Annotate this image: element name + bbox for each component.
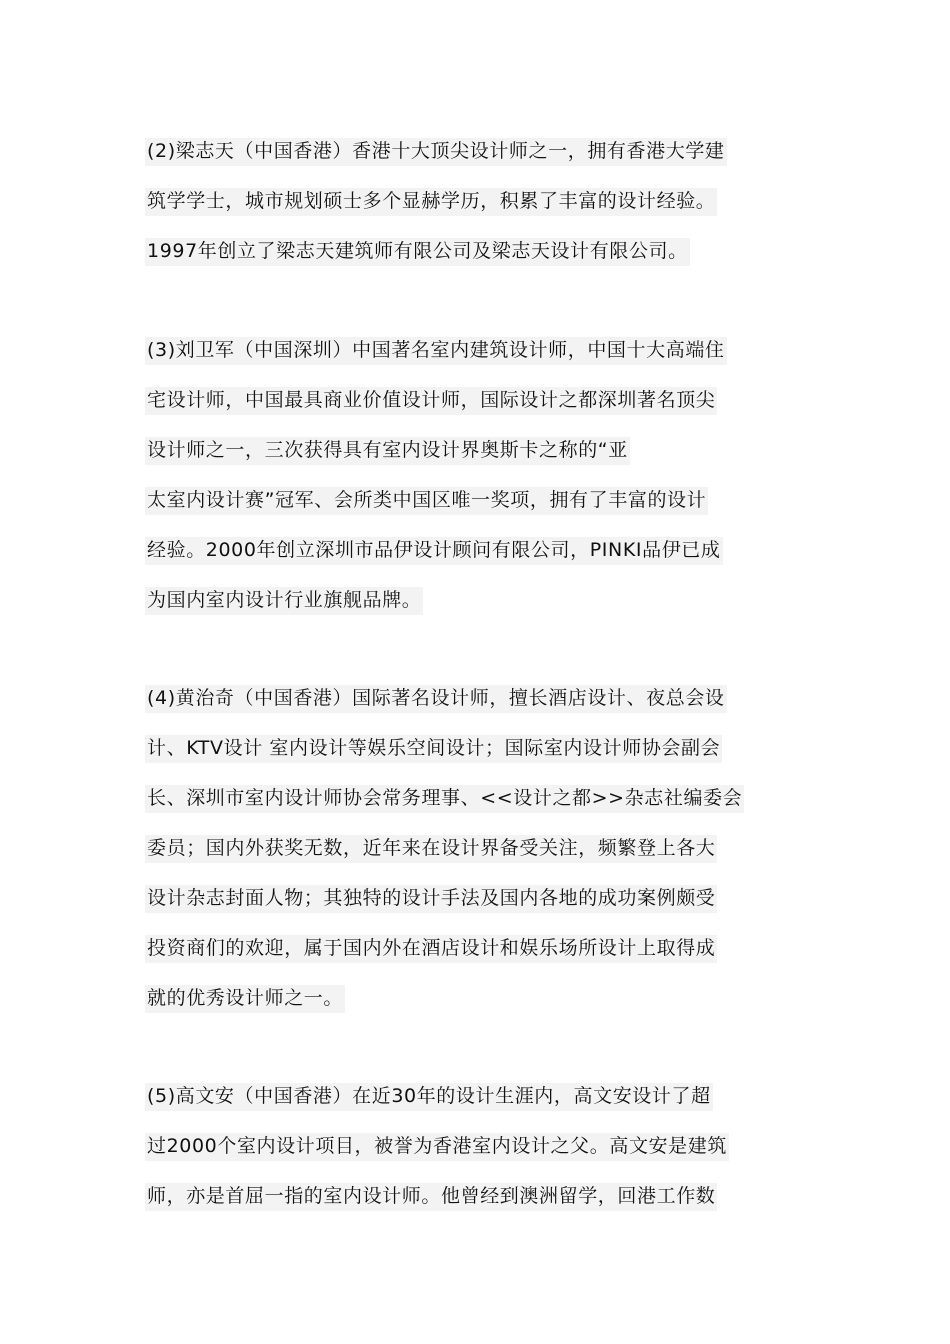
text-line: 经验。2000年创立深圳市品伊设计顾问有限公司，PINKI品伊已成 [145, 537, 835, 587]
paragraph-gao-wenan [145, 1083, 835, 1233]
paragraph-liang-zhitian [145, 138, 835, 288]
text-line: 师，亦是首屈一指的室内设计师。他曾经到澳洲留学，回港工作数 [145, 1183, 835, 1233]
text-line: 就的优秀设计师之一。 [145, 985, 835, 1035]
text-line: 设计师之一，三次获得具有室内设计界奥斯卡之称的“亚 [145, 437, 835, 487]
text-line: 长、深圳市室内设计师协会常务理事、<<设计之都>>杂志社编委会 [145, 785, 835, 835]
text-line: 太室内设计赛”冠军、会所类中国区唯一奖项，拥有了丰富的设计 [145, 487, 835, 537]
text-line: 过2000个室内设计项目，被誉为香港室内设计之父。高文安是建筑 [145, 1133, 835, 1183]
text-line: 投资商们的欢迎，属于国内外在酒店设计和娱乐场所设计上取得成 [145, 935, 835, 985]
text-line: (5)高文安（中国香港）在近30年的设计生涯内，高文安设计了超 [145, 1083, 835, 1133]
paragraph-huang-zhiqi [145, 685, 835, 1035]
paragraph-liu-weijun [145, 337, 835, 637]
text-line: 设计杂志封面人物；其独特的设计手法及国内各地的成功案例颇受 [145, 885, 835, 935]
text-line: (2)梁志天（中国香港）香港十大顶尖设计师之一，拥有香港大学建 [145, 138, 835, 188]
text-line: 宅设计师，中国最具商业价值设计师，国际设计之都深圳著名顶尖 [145, 387, 835, 437]
text-line: (4)黄治奇（中国香港）国际著名设计师，擅长酒店设计、夜总会设 [145, 685, 835, 735]
text-line: 委员；国内外获奖无数，近年来在设计界备受关注，频繁登上各大 [145, 835, 835, 885]
text-line: 计、KTV设计 室内设计等娱乐空间设计；国际室内设计师协会副会 [145, 735, 835, 785]
text-line: 筑学学士，城市规划硕士多个显赫学历，积累了丰富的设计经验。 [145, 188, 835, 238]
text-line: (3)刘卫军（中国深圳）中国著名室内建筑设计师，中国十大高端住 [145, 337, 835, 387]
text-line: 1997年创立了梁志天建筑师有限公司及梁志天设计有限公司。 [145, 238, 835, 288]
text-line: 为国内室内设计行业旗舰品牌。 [145, 587, 835, 637]
